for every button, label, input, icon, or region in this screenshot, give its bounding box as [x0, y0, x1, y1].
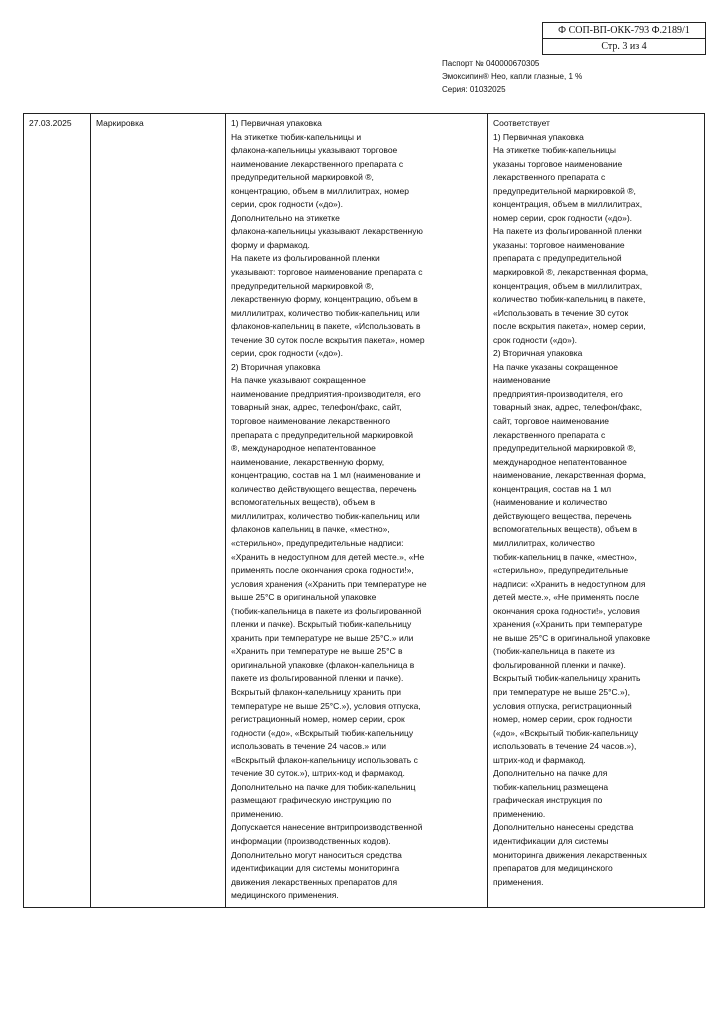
form-code-box	[542, 22, 706, 55]
passport-info	[442, 57, 582, 96]
text-line: На пачке указаны сокращенное	[493, 361, 618, 372]
text-line: номер серии, срок годности («до»).	[493, 212, 633, 223]
text-line: концентрацию, объем в миллилитрах, номер	[231, 185, 409, 196]
text-line: тюбик-капельниц размещена	[493, 781, 609, 792]
text-line: условия отпуска, регистрационный	[493, 700, 632, 711]
text-line: хранения («Хранить при температуре	[493, 619, 643, 630]
text-line: флакона-капельницы указывают лекарственную	[231, 226, 423, 237]
text-line: серии, срок годности («до»).	[231, 348, 343, 359]
text-line: размещают графическую инструкцию по	[231, 795, 392, 806]
text-line: применения.	[493, 876, 544, 887]
text-line: применению.	[493, 808, 546, 819]
text-line: форму и фармакод.	[231, 239, 310, 250]
text-line: пакете из фольгированной пленки и пачке).	[231, 673, 404, 684]
text-line: наименование, лекарственную форму,	[231, 456, 385, 467]
text-line: товарный знак, адрес, телефон/факс,	[493, 402, 643, 413]
text-line: Вскрытый флакон-капельницу хранить при	[231, 686, 402, 697]
text-line: вспомогательных веществ), объем в	[493, 524, 638, 535]
text-line: вспомогательных веществ), объем в	[231, 497, 376, 508]
text-line: тюбик-капельниц в пачке, «местно»,	[493, 551, 637, 562]
text-line: при температуре не выше 25°С.»),	[493, 686, 630, 697]
product-name: Эмоксипин® Нео, капли глазные, 1 %	[442, 72, 583, 81]
text-line: срок годности («до»).	[493, 334, 578, 345]
text-line: 2) Вторичная упаковка	[493, 348, 583, 359]
text-line: регистрационный номер, номер серии, срок	[231, 714, 405, 725]
text-line: На пачке указывают сокращенное	[231, 375, 366, 386]
text-line: Дополнительно на пачке для	[493, 768, 608, 779]
text-line: (тюбик-капельница в пакете из	[493, 646, 615, 657]
text-line: окончания срока годности!», условия	[493, 605, 640, 616]
text-line: предупредительной маркировкой ®,	[231, 280, 374, 291]
text-line: «Хранить в недоступном для детей месте.», «Не	[231, 551, 425, 562]
text-line: медицинского применения.	[231, 890, 339, 901]
text-line: На этикетке тюбик-капельницы и	[231, 131, 362, 142]
text-line: сайт, торговое наименование	[493, 416, 610, 427]
text-line: количество тюбик-капельниц в пакете,	[493, 294, 646, 305]
text-line: пленки и пачке). Вскрытый тюбик-капельницу	[231, 619, 412, 630]
text-line: На этикетке тюбик-капельницы	[493, 145, 616, 156]
text-line: после вскрытия пакета», номер серии,	[493, 321, 646, 332]
text-line: концентрацию, состав на 1 мл (наименование и	[231, 470, 421, 481]
text-line: миллилитрах, количество тюбик-капельниц или	[231, 307, 420, 318]
text-line: «стерильно», предупредительные надписи:	[231, 537, 404, 548]
text-line: миллилитрах, количество	[493, 537, 595, 548]
text-line: наименование лекарственного препарата с	[231, 158, 404, 169]
passport-number: Паспорт № 040000670305	[442, 59, 540, 68]
text-line: лекарственного препарата с	[493, 172, 606, 183]
text-line: миллилитрах, количество тюбик-капельниц или	[231, 510, 420, 521]
text-line: надписи: «Хранить в недоступном для	[493, 578, 646, 589]
text-line: наименование предприятия-производителя, его	[231, 388, 421, 399]
result-cell	[488, 114, 705, 908]
text-line: Вскрытый тюбик-капельницу хранить	[493, 673, 641, 684]
text-line: наименование	[493, 375, 551, 386]
text-line: не выше 25°С в оригинальной упаковке	[493, 632, 651, 643]
text-line: применению.	[231, 808, 284, 819]
table-row	[24, 114, 705, 908]
text-line: 1) Первичная упаковка	[231, 118, 322, 128]
requirement-cell	[226, 114, 488, 908]
text-line: Дополнительно могут наноситься средства	[231, 849, 402, 860]
text-line: («до», «Вскрытый тюбик-капельницу	[493, 727, 639, 738]
text-line: указаны торговое наименование	[493, 158, 623, 169]
text-line: использовать в течение 24 часов.»),	[493, 741, 637, 752]
text-line: течение 30 суток.»), штрих-код и фармакод.	[231, 768, 405, 779]
text-line: предупредительной маркировкой ®,	[231, 172, 374, 183]
text-line: выше 25°С в оригинальной упаковке	[231, 592, 377, 603]
text-line: Дополнительно на этикетке	[231, 212, 340, 223]
text-line: количество действующего вещества, перечень	[231, 483, 417, 494]
text-line: На пакете из фольгированной пленки	[231, 253, 380, 264]
text-line: 2) Вторичная упаковка	[231, 361, 321, 372]
form-code: Ф СОП-ВП-ОКК-793 Ф.2189/1	[543, 23, 705, 39]
text-line: «Хранить при температуре не выше 25°С в	[231, 646, 403, 657]
text-line: указывают: торговое наименование препарата с	[231, 267, 423, 278]
text-line: использовать в течение 24 часов.» или	[231, 741, 386, 752]
text-line: штрих-код и фармакод.	[493, 754, 586, 765]
text-line: течение 30 суток после вскрытия пакета», номер	[231, 334, 425, 345]
result-text	[493, 117, 700, 889]
text-line: мониторинга движения лекарственных	[493, 849, 647, 860]
date-cell	[24, 114, 91, 908]
text-line: ®, международное непатентованное	[231, 443, 376, 454]
text-line: применять после окончания срока годности!»,	[231, 565, 414, 576]
text-line: указаны: торговое наименование	[493, 239, 625, 250]
text-line: флакона-капельницы указывают торговое	[231, 145, 398, 156]
text-line: номер, номер серии, срок годности	[493, 714, 632, 725]
text-line: Дополнительно нанесены средства	[493, 822, 634, 833]
text-line: детей месте.», «Не применять после	[493, 592, 640, 603]
text-line: графическая инструкция по	[493, 795, 603, 806]
text-line: концентрация, объем в миллилитрах,	[493, 280, 643, 291]
text-line: Соответствует	[493, 118, 550, 128]
text-line: оригинальной упаковке (флакон-капельница в	[231, 659, 415, 670]
text-line: предприятия-производителя, его	[493, 388, 623, 399]
text-line: флаконов капельниц в пачке, «местно»,	[231, 524, 390, 535]
text-line: «Использовать в течение 30 суток	[493, 307, 629, 318]
text-line: фольгированной пленки и пачке).	[493, 659, 626, 670]
text-line: идентификации для системы	[493, 835, 609, 846]
text-line: предупредительной маркировкой ®,	[493, 185, 636, 196]
text-line: товарный знак, адрес, телефон/факс, сайт,	[231, 402, 402, 413]
text-line: «стерильно», предупредительные	[493, 565, 629, 576]
text-line: препарата с предупредительной	[493, 253, 622, 264]
parameter-name: Маркировка	[96, 118, 144, 128]
text-line: информации (производственных кодов).	[231, 835, 391, 846]
text-line: торговое наименование лекарственного	[231, 416, 391, 427]
requirement-text	[231, 117, 483, 903]
text-line: 1) Первичная упаковка	[493, 131, 584, 142]
text-line: годности («до», «Вскрытый тюбик-капельницу	[231, 727, 414, 738]
parameter-cell	[91, 114, 226, 908]
text-line: Дополнительно на пачке для тюбик-капельниц	[231, 781, 416, 792]
specification-table	[23, 113, 705, 908]
text-line: (наименование и количество	[493, 497, 608, 508]
text-line: условия хранения («Хранить при температуре не	[231, 578, 427, 589]
text-line: серии, срок годности («до»).	[231, 199, 343, 210]
text-line: «Вскрытый флакон-капельницу использовать с	[231, 754, 418, 765]
text-line: концентрация, состав на 1 мл	[493, 483, 612, 494]
text-line: препарата с предупредительной маркировкой	[231, 429, 413, 440]
series-number: Серия: 01032025	[442, 85, 506, 94]
page-number: Стр. 3 из 4	[601, 41, 647, 52]
date-value: 27.03.2025	[29, 118, 72, 128]
text-line: хранить при температуре не выше 25°С.» или	[231, 632, 414, 643]
text-line: На пакете из фольгированной пленки	[493, 226, 642, 237]
text-line: флаконов-капельниц в пакете, «Использовать в	[231, 321, 421, 332]
text-line: действующего вещества, перечень	[493, 510, 632, 521]
text-line: лекарственного препарата с	[493, 429, 606, 440]
text-line: движения лекарственных препаратов для	[231, 876, 398, 887]
text-line: наименование, лекарственная форма,	[493, 470, 646, 481]
text-line: предупредительной маркировкой ®,	[493, 443, 636, 454]
text-line: (тюбик-капельница в пакете из фольгированной	[231, 605, 422, 616]
text-line: маркировкой ®, лекарственная форма,	[493, 267, 649, 278]
text-line: международное непатентованное	[493, 456, 627, 467]
text-line: концентрация, объем в миллилитрах,	[493, 199, 643, 210]
text-line: лекарственную форму, концентрацию, объем в	[231, 294, 418, 305]
text-line: идентификации для системы мониторинга	[231, 863, 400, 874]
text-line: Допускается нанесение внтрипроизводственной	[231, 822, 423, 833]
text-line: температуре не выше 25°С.»), условия отпуска,	[231, 700, 421, 711]
text-line: препаратов для медицинского	[493, 863, 613, 874]
